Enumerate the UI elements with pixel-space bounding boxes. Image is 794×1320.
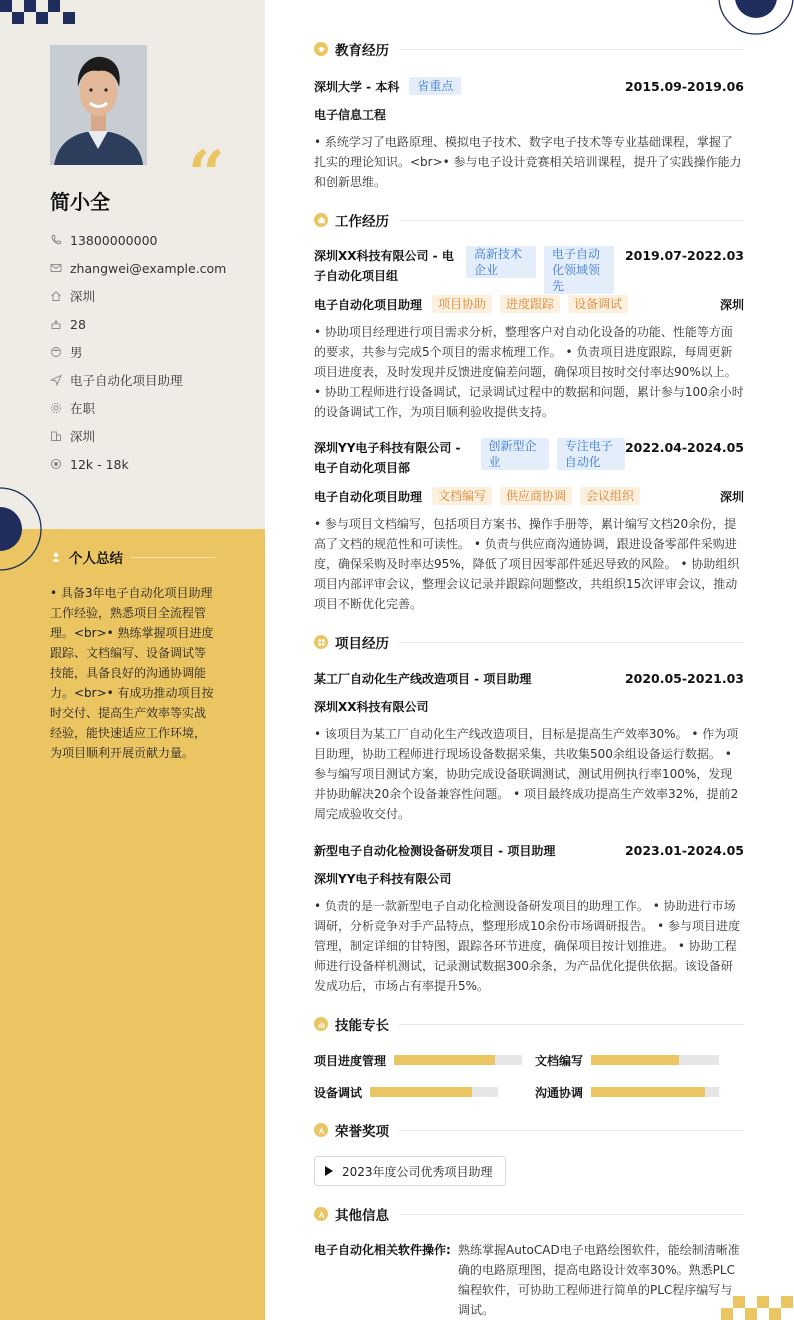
quote-mark-icon: “: [188, 137, 225, 212]
work-tag: 创新型企业: [481, 438, 549, 470]
contact-age: 28: [50, 310, 226, 338]
contact-home: 深圳: [50, 282, 226, 310]
education-major: 电子信息工程: [314, 107, 387, 122]
skill-item: 沟通协调: [535, 1082, 719, 1102]
education-school: 深圳大学 - 本科: [314, 79, 400, 94]
work-skill-tag: 设备调试: [568, 295, 628, 313]
skill-item: 文档编写: [535, 1050, 719, 1070]
contact-gender: 男: [50, 338, 226, 366]
email-icon: [50, 262, 62, 274]
contact-salary: 12k - 18k: [50, 450, 226, 478]
info-icon: [314, 1207, 328, 1221]
skills-row-2: [314, 1082, 744, 1102]
work-tag: 高新技术企业: [466, 246, 536, 278]
work-skill-tag: 项目协助: [432, 295, 492, 313]
education-major-row: [314, 104, 744, 124]
contact-city: 深圳: [50, 422, 226, 450]
project-name: 新型电子自动化检测设备研发项目 - 项目助理: [314, 843, 556, 858]
work-item-1-header: [314, 246, 744, 293]
work-location: 深圳: [719, 489, 744, 504]
project-1-company-row: [314, 696, 744, 716]
profile-photo: [50, 45, 147, 165]
education-row: [314, 76, 744, 96]
award-icon: [314, 1123, 328, 1137]
work-section-header: 工作经历: [314, 210, 744, 230]
play-icon: [325, 1166, 333, 1176]
other-info-row: [314, 1240, 744, 1320]
skill-level-bar: [591, 1087, 719, 1097]
briefcase-icon: [314, 213, 328, 227]
profile-name: 简小全: [50, 190, 110, 214]
work-item-2-header: [314, 438, 744, 478]
home-icon: [50, 290, 62, 302]
work-item-2-role-row: [314, 486, 744, 506]
skill-level-bar: [394, 1055, 522, 1065]
award-item: 2023年度公司优秀项目助理: [314, 1156, 506, 1186]
project-2-description: • 负责的是一款新型电子自动化检测设备研发项目的助理工作。 • 协助进行市场调研，分析竞争对手产品特点，整理形成10余份市场调研报告。 • 参与项目进度管理，制定详细的甘特图，跟踪各环节进度，确保项目按计划推进。 • 协助工程师进行设备样机测试，记录测试数据300余条，为产品优化提供依据。该设备研发成功后，市场占有率提升5%。: [314, 899, 740, 993]
work-skill-tag: 供应商协调: [500, 487, 572, 505]
age-icon: [50, 318, 62, 330]
contact-email: zhangwei@example.com: [50, 254, 226, 282]
work-skill-tag: 进度跟踪: [500, 295, 560, 313]
work-company: 深圳YY电子科技有限公司 - 电子自动化项目部: [314, 441, 461, 475]
skills-row-1: [314, 1050, 744, 1070]
education-description: • 系统学习了电路原理、模拟电子技术、数字电子技术等专业基础课程，掌握了扎实的理论知识。<br>• 参与电子设计竞赛相关培训课程，提升了实践操作能力和创新思维。: [314, 135, 742, 189]
work-location: 深圳: [719, 297, 744, 312]
project-2-company-row: [314, 868, 744, 888]
summary-title: 个人总结: [69, 551, 123, 567]
work-role: 电子自动化项目助理: [314, 297, 423, 312]
circle-decoration-top-right: [718, 0, 794, 38]
work-tag: 电子自动化领域领先: [544, 246, 614, 294]
skills-section-header: 技能专长: [314, 1014, 744, 1034]
project-company: 深圳XX科技有限公司: [314, 699, 429, 714]
city-icon: [50, 430, 62, 442]
project-1-header: [314, 668, 744, 688]
work-date: 2019.07-2022.03: [624, 248, 744, 263]
work-tag: 专注电子自动化: [557, 438, 625, 470]
work-item-1-description: • 协助项目经理进行项目需求分析，整理客户对自动化设备的功能、性能等方面的要求，共参与完成5个项目的需求梳理工作。 • 负责项目进度跟踪，每周更新项目进度表，及时发现并反馈进度偏差问题，确保项目按时交付率达90%以上。 • 协助工程师进行设备调试，记录调试过程中的数据和问题，累计参与100余小时的设备调试工作，为项目顺利验收提供支持。: [314, 325, 744, 419]
summary-header: [50, 547, 215, 567]
projects-section-header: 项目经历: [314, 632, 744, 652]
honors-section-header: 荣誉奖项: [314, 1120, 744, 1140]
skill-item: 项目进度管理: [314, 1050, 522, 1070]
grid-icon: [314, 635, 328, 649]
work-date: 2022.04-2024.05: [624, 440, 744, 455]
person-icon: [50, 551, 62, 563]
chart-icon: [314, 1017, 328, 1031]
circle-decoration-left: [0, 486, 42, 572]
work-role: 电子自动化项目助理: [314, 489, 423, 504]
salary-icon: [50, 458, 62, 470]
skill-level-bar: [591, 1055, 719, 1065]
work-item-1-role-row: [314, 294, 744, 314]
graduation-cap-icon: [314, 42, 328, 56]
project-2-header: [314, 840, 744, 860]
work-skill-tag: 文档编写: [432, 487, 492, 505]
project-date: 2023.01-2024.05: [624, 842, 744, 858]
summary-divider: [131, 557, 215, 558]
project-name: 某工厂自动化生产线改造项目 - 项目助理: [314, 671, 532, 686]
checker-decoration: [0, 0, 75, 24]
work-company: 深圳XX科技有限公司 - 电子自动化项目组: [314, 249, 454, 283]
summary-text: • 具备3年电子自动化项目助理工作经验，熟悉项目全流程管理。<br>• 熟练掌握项目进度跟踪、文档编写、设备调试等技能，具备良好的沟通协调能力。<br>• 有成功推动项目按时交付、提高生产效率等实战经验，能快速适应工作环境，为项目顺利开展贡献力量。: [50, 586, 214, 760]
skill-item: 设备调试: [314, 1082, 498, 1102]
other-info-key: 电子自动化相关软件操作:: [314, 1243, 451, 1257]
project-company: 深圳YY电子科技有限公司: [314, 871, 452, 886]
contact-list: [50, 226, 226, 478]
project-date: 2020.05-2021.03: [624, 670, 744, 686]
phone-icon: [50, 234, 62, 246]
education-tag: 省重点: [409, 77, 461, 95]
project-1-description: • 该项目为某工厂自动化生产线改造项目，目标是提高生产效率30%。 • 作为项目助理，协助工程师进行现场设备数据采集，共收集500余组设备运行数据。 • 参与编写项目测试方案，协助完成设备联调测试，测试用例执行率100%，发现并协助解决20余个设备兼容性问题。 • 项目最终成功提高生产效率32%，提前2周完成验收交付。: [314, 727, 739, 821]
other-section-header: 其他信息: [314, 1204, 744, 1224]
contact-position: 电子自动化项目助理: [50, 366, 226, 394]
target-position-icon: [50, 374, 62, 386]
contact-status: 在职: [50, 394, 226, 422]
education-date: 2015.09-2019.06: [624, 78, 744, 94]
gender-icon: [50, 346, 62, 358]
contact-phone: 13800000000: [50, 226, 226, 254]
education-section-header: 教育经历: [314, 39, 744, 59]
status-icon: [50, 402, 62, 414]
work-skill-tag: 会议组织: [580, 487, 640, 505]
work-item-2-description: • 参与项目文档编写，包括项目方案书、操作手册等，累计编写文档20余份，提高了文档的规范性和可读性。 • 负责与供应商沟通协调，跟进设备零部件采购进度，确保采购及时率达95%，降低了项目因零部件延迟导致的风险。 • 协助组织项目内部评审会议，整理会议记录并跟踪问题整改，共组织15次评审会议，推动项目不断优化完善。: [314, 517, 740, 611]
other-info-value: 熟练掌握AutoCAD电子电路绘图软件，能绘制清晰准确的电路原理图，提高电路设计效率30%。熟悉PLC编程软件，可协助工程师进行简单的PLC程序编写与调试。: [458, 1243, 740, 1317]
skill-level-bar: [370, 1087, 498, 1097]
